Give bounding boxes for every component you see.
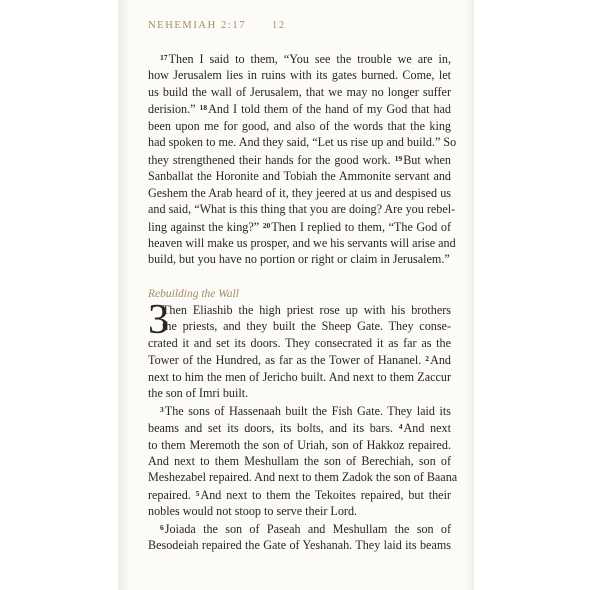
verse-number: 6 xyxy=(160,522,164,532)
text-line: repaired. $^5$And next to them the Tekoites repaired, but their xyxy=(148,487,451,502)
text-line: $^6$Joiada the son of Paseah and Meshullam the son of xyxy=(160,521,451,536)
text-line: Besodeiah repaired the Gate of Yeshanah. They laid its beams xyxy=(148,538,451,553)
chapter-3-opening xyxy=(148,296,451,402)
text-line: to them Meremoth the son of Uriah, son of Hakkoz repaired. xyxy=(148,437,451,452)
scripture-text xyxy=(148,50,458,554)
verse-number: 4 xyxy=(398,422,403,432)
text-line: derision.” $^{18}$And I told them of the hand of my God that had xyxy=(148,102,451,117)
text-line: next to him the men of Jericho built. And next to them Zaccur xyxy=(148,369,451,384)
text-line: been upon me for good, and also of the words that the king xyxy=(148,118,451,133)
text-line: nobles would not stoop to serve their Lord. xyxy=(148,504,358,519)
text-line: ling against the king?” $^{20}$Then I replied to them, “The God of xyxy=(148,219,451,234)
verse-number: 17 xyxy=(160,53,168,62)
running-head-reference: NEHEMIAH 2:17 xyxy=(148,20,247,31)
page-gutter-shadow xyxy=(118,0,130,590)
text-line: $^{17}$Then I said to them, “You see the trouble we are in, xyxy=(160,52,451,66)
text-line: the priests, and they built the Sheep Gate. They conse- xyxy=(162,319,451,334)
verse-number: 20 xyxy=(262,220,271,230)
text-line: crated it and set its doors. They consecrated it as far as the xyxy=(148,335,451,350)
text-line: Then Eliashib the high priest rose up with his brothers xyxy=(162,302,451,317)
verse-number: 5 xyxy=(195,488,200,498)
text-line: and said, “What is this thing that you are doing? Are you rebel- xyxy=(148,202,456,217)
text-line: beams and set its doors, its bolts, and its bars. $^4$And next xyxy=(148,421,451,436)
section-heading: Rebuilding the Wall xyxy=(148,287,239,300)
text-line: $^3$The sons of Hassenaah built the Fish Gate. They laid its xyxy=(160,403,451,418)
bible-page xyxy=(118,0,474,590)
text-line: Tower of the Hundred, as far as the Tower of Hananel. $^2$And xyxy=(148,353,451,368)
text-line: had spoken to me. And they said, “Let us rise up and build.” So xyxy=(148,135,457,150)
verse-number: 18 xyxy=(199,103,208,113)
text-line: how Jerusalem lies in ruins with its gates burned. Come, let xyxy=(148,68,451,83)
text-line: build, but you have no portion or right or claim in Jerusalem.” xyxy=(148,252,450,267)
verse-number: 3 xyxy=(160,404,164,414)
text-line: us build the wall of Jerusalem, that we may no longer suffer xyxy=(148,84,451,99)
page-edge-shadow xyxy=(466,0,474,590)
text-line: Meshezabel repaired. And next to them Zadok the son of Baana xyxy=(148,470,458,485)
verse-number: 19 xyxy=(394,153,403,163)
page-number: 12 xyxy=(272,20,286,31)
text-line: heaven will make us prosper, and we his servants will arise and xyxy=(148,235,456,250)
verse-number: 2 xyxy=(425,354,430,364)
text-line: Sanballat the Horonite and Tobiah the Ammonite servant and xyxy=(148,169,451,184)
running-head xyxy=(148,20,444,34)
text-line: And next to them Meshullam the son of Berechiah, son of xyxy=(148,453,451,468)
text-line: they strengthened their hands for the good work. $^{19}$But when xyxy=(148,152,452,167)
text-line: Geshem the Arab heard of it, they jeered at us and despised us xyxy=(148,185,451,200)
text-line: the son of Imri built. xyxy=(148,386,249,401)
chapter-number-dropcap: 3 xyxy=(148,296,169,343)
